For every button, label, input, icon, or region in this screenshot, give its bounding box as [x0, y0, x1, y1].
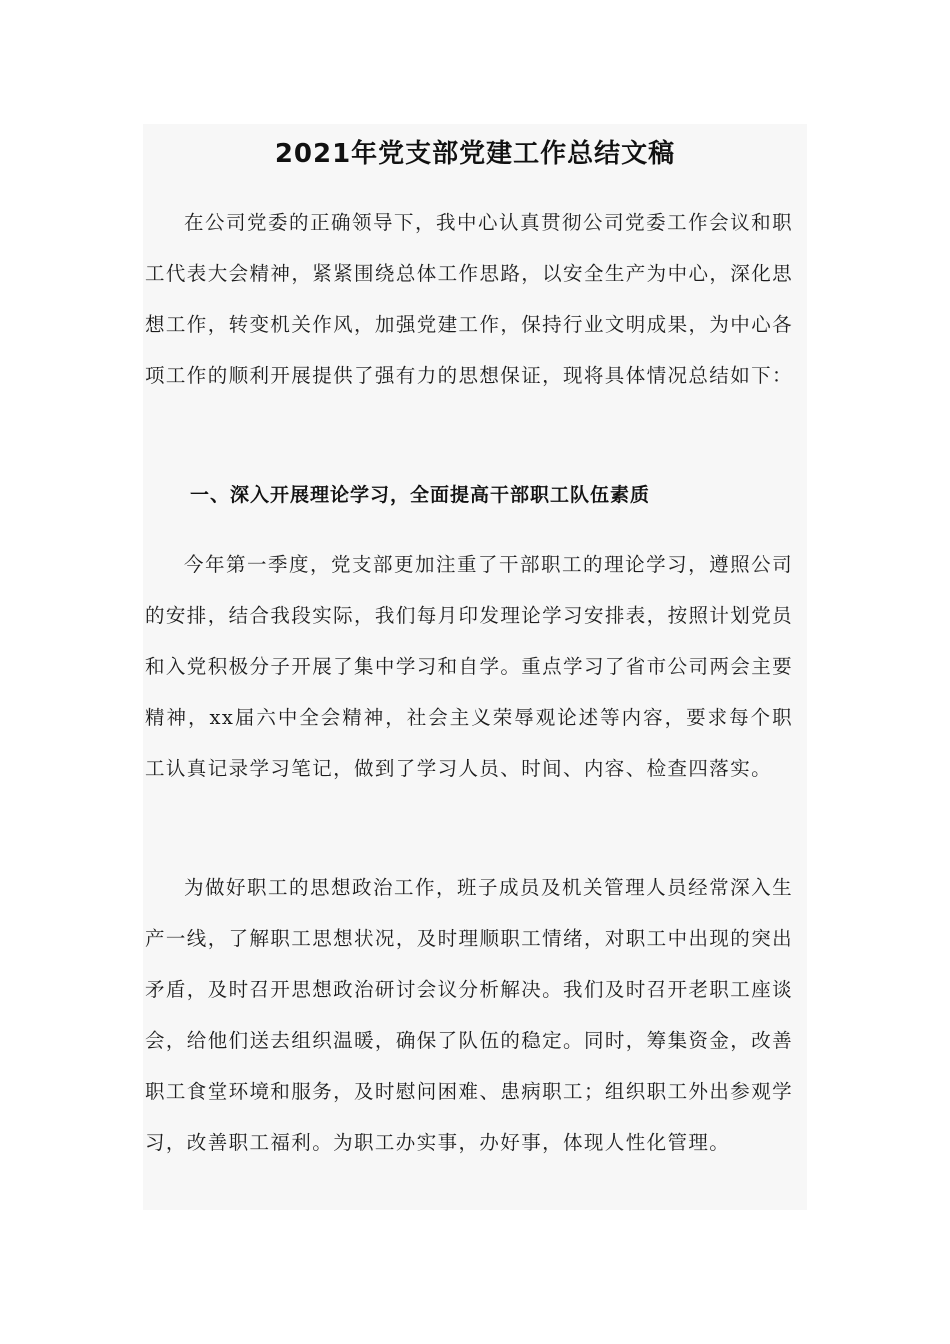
section-heading: 一、深入开展理论学习，全面提高干部职工队伍素质 [190, 484, 651, 506]
intro-paragraph: 在公司党委的正确领导下，我中心认真贯彻公司党委工作会议和职工代表大会精神，紧紧围绕总体工作思路，以安全生产为中心，深化思想工作，转变机关作风，加强党建工作，保持行业文明成果，为中心各项工作的顺利开展提供了强有力的思想保证，现将具体情况总结如下： [145, 211, 793, 387]
theory-study-paragraph: 今年第一季度，党支部更加注重了干部职工的理论学习，遵照公司的安排，结合我段实际，我们每月印发理论学习安排表，按照计划党员和入党积极分子开展了集中学习和自学。重点学习了省市公司两会主要精神，xx届六中全会精神，社会主义荣辱观论述等内容，要求每个职工认真记录学习笔记，做到了学习人员、时间、内容、检查四落实。 [145, 553, 793, 780]
document-title: 2021年党支部党建工作总结文稿 [274, 139, 676, 169]
ideological-work-paragraph: 为做好职工的思想政治工作，班子成员及机关管理人员经常深入生产一线，了解职工思想状况，及时理顺职工情绪，对职工中出现的突出矛盾，及时召开思想政治研讨会议分析解决。我们及时召开老职工座谈会，给他们送去组织温暖，确保了队伍的稳定。同时，筹集资金，改善职工食堂环境和服务，及时慰问困难、患病职工；组织职工外出参观学习，改善职工福利。为职工办实事，办好事，体现人性化管理。 [145, 876, 793, 1154]
